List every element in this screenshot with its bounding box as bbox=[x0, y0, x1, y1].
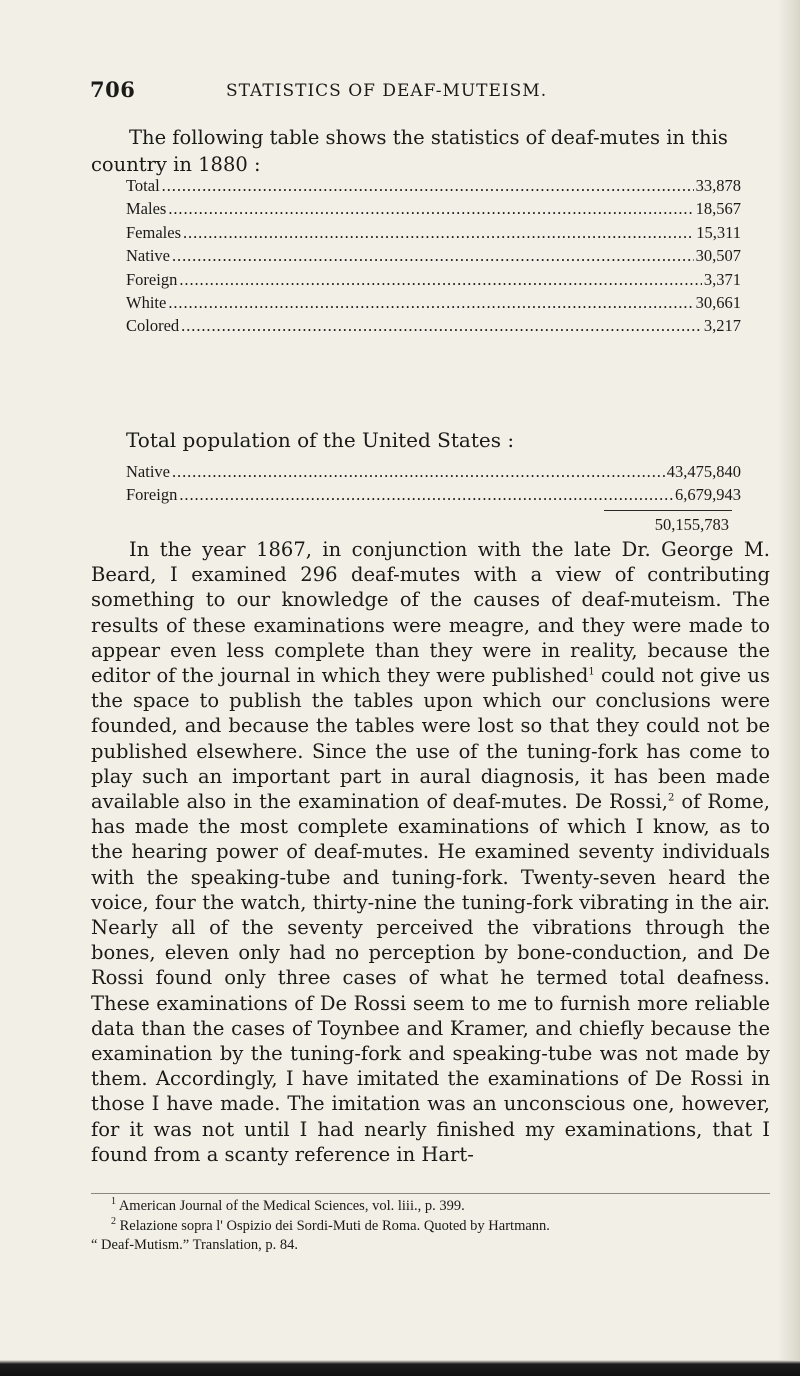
row-label: Total bbox=[126, 176, 160, 195]
dot-leader bbox=[183, 221, 694, 244]
table-row bbox=[126, 314, 741, 337]
row-value: 6,679,943 bbox=[675, 485, 741, 505]
footnote-1 bbox=[91, 1197, 770, 1217]
population-heading: Total population of the United States : bbox=[126, 428, 515, 452]
sum-rule bbox=[604, 510, 732, 511]
text-part-1: In the year 1867, in conjunction with the late Dr. George M. Beard, I examined 296 deaf-mutes with a view of contributing something to our knowledge of the causes of deaf-muteism. The results of these examinations were meagre, and they were made to appear even less complete than they were in reality, because the editor of the journal in which they were published bbox=[91, 538, 770, 688]
page-edge-shadow bbox=[778, 0, 800, 1376]
table-row bbox=[126, 244, 741, 267]
intro-paragraph bbox=[91, 124, 771, 178]
population-table bbox=[126, 460, 741, 507]
table-row bbox=[126, 221, 741, 244]
footnote-text-2: Relazione sopra l' Ospizio dei Sordi-Muti de Roma. Quoted by Hartmann. bbox=[116, 1217, 550, 1234]
row-label: Native bbox=[126, 462, 170, 481]
row-value: 18,567 bbox=[695, 199, 741, 219]
population-total: 50,155,783 bbox=[654, 515, 729, 534]
table-row bbox=[126, 291, 741, 314]
row-value: 30,661 bbox=[695, 292, 741, 312]
dot-leader bbox=[168, 291, 693, 314]
footnote-rule bbox=[91, 1193, 770, 1194]
footnotes bbox=[91, 1197, 770, 1256]
row-value: 3,217 bbox=[703, 316, 741, 336]
row-value: 30,507 bbox=[695, 246, 741, 266]
dot-leader bbox=[162, 174, 694, 197]
row-label: Native bbox=[126, 246, 170, 266]
dot-leader bbox=[172, 460, 665, 483]
table-row bbox=[126, 460, 741, 483]
page-header bbox=[0, 77, 800, 107]
deaf-mute-statistics-table bbox=[126, 174, 741, 338]
row-label: Colored bbox=[126, 316, 180, 336]
table-row bbox=[126, 197, 741, 220]
footnote-2-continued: “ Deaf-Mutism.” Translation, p. 84. bbox=[91, 1237, 299, 1253]
footnote-text-1: American Journal of the Medical Sciences, vol. liii., p. 399. bbox=[116, 1198, 465, 1214]
row-value: 3,371 bbox=[703, 269, 741, 289]
body-paragraph bbox=[91, 537, 770, 1167]
row-value: 33,878 bbox=[695, 176, 741, 195]
dot-leader bbox=[181, 314, 702, 337]
dot-leader bbox=[179, 268, 702, 291]
footnote-ref-2: 2 bbox=[667, 792, 675, 804]
row-value: 15,311 bbox=[696, 222, 741, 242]
row-label: Males bbox=[126, 199, 167, 219]
table-row bbox=[126, 483, 741, 506]
page-number: 706 bbox=[90, 77, 136, 102]
intro-line-2: country in 1880 : bbox=[91, 153, 261, 176]
row-label: Females bbox=[126, 222, 181, 242]
dot-leader bbox=[172, 244, 694, 267]
footnote-ref-1: 1 bbox=[588, 666, 595, 678]
intro-line-1: The following table shows the statistics of deaf-mutes in this bbox=[129, 126, 728, 149]
text-part-3: of Rome, has made the most complete examinations of which I know, as to the hearing power of deaf-mutes. He examined seventy individuals with the speaking-tube and tuning-fork. Twenty-seven heard the voice, four the watch, thirty-nine the tuning-fork vibrating in the air. Nearly all of the seventy perceived the vibrations through the bones, eleven only had no perception by bone-conduction, and De Rossi found only three cases of what he termed total deafness. These examinations of De Rossi seem to me to furnish more reliable data than the cases of Toynbee and Kramer, and chiefly because the examination by the tuning-fork and speaking-tube was not made by them. Accordingly, I have imitated the examinations of De Rossi in those I have made. The imitation was an unconscious one, however, for it was not until I had nearly finished my examinations, that I found from a scanty reference in Hart- bbox=[91, 790, 770, 1166]
footnote-mark-1: 1 bbox=[111, 1196, 116, 1208]
table-row bbox=[126, 174, 741, 197]
paragraph bbox=[91, 537, 770, 1167]
scan-bottom-edge bbox=[0, 1360, 800, 1376]
dot-leader bbox=[179, 483, 673, 506]
footnote-2 bbox=[91, 1217, 770, 1237]
footnote-mark-2: 2 bbox=[111, 1215, 116, 1227]
dot-leader bbox=[168, 197, 693, 220]
row-label: White bbox=[126, 292, 167, 312]
text-part-2: could not give us the space to publish the tables upon which our conclusions were founded, and because the tables were lost so that they could not be published elsewhere. Since the use of the tuning-fork has come to play such an important part in aural diagnosis, it has been made available also in the examination of deaf-mutes. De Rossi, bbox=[91, 664, 770, 814]
table-row bbox=[126, 268, 741, 291]
row-label: Foreign bbox=[126, 485, 178, 505]
row-label: Foreign bbox=[126, 269, 178, 289]
row-value: 43,475,840 bbox=[666, 462, 741, 481]
running-title: STATISTICS OF DEAF-MUTEISM. bbox=[226, 81, 548, 101]
